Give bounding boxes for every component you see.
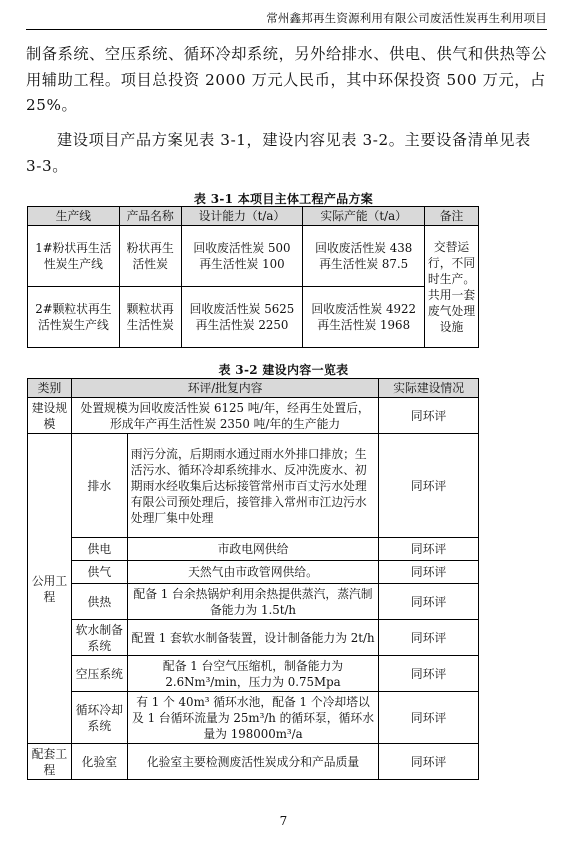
remark-cell: 交替运行，不同时生产。共用一套废气处理设施	[425, 226, 479, 348]
table-3-1-caption: 表 3-1 本项目主体工程产品方案	[193, 192, 374, 206]
item-name-cell: 排水	[71, 434, 127, 538]
design-regenerated: 再生活性炭 2250	[195, 318, 289, 332]
table-row	[28, 434, 479, 538]
content-cell: 化验室主要检测废活性炭成分和产品质量	[127, 744, 378, 780]
table-row	[28, 561, 479, 584]
table-3-2-caption: 表 3-2 建设内容一览表	[218, 363, 349, 377]
design-regenerated: 再生活性炭 100	[199, 257, 285, 271]
header-cell: 设计能力（t/a）	[181, 207, 303, 226]
table-row	[28, 398, 479, 434]
actual-cell: 同环评	[379, 744, 479, 780]
actual-regenerated: 再生活性炭 1968	[317, 318, 411, 332]
design-cell	[181, 226, 303, 287]
actual-cell: 同环评	[379, 538, 479, 561]
product-cell: 粉状再生活性炭	[119, 226, 181, 287]
header-cell: 实际建设情况	[379, 379, 479, 398]
design-recovered: 回收废活性炭 500	[193, 241, 291, 255]
actual-recovered: 回收废活性炭 438	[315, 241, 413, 255]
actual-regenerated: 再生活性炭 87.5	[319, 257, 409, 271]
header-cell: 产品名称	[119, 207, 181, 226]
category-cell: 配套工程	[28, 744, 72, 780]
page-header: 常州鑫邦再生资源利用有限公司废活性炭再生利用项目	[26, 10, 547, 30]
header-cell: 环评/批复内容	[71, 379, 378, 398]
actual-cell: 同环评	[379, 398, 479, 434]
table-row	[28, 584, 479, 620]
page-number: 7	[279, 814, 288, 828]
actual-cell: 同环评	[379, 561, 479, 584]
table-row	[28, 692, 479, 744]
table-row	[28, 656, 479, 692]
product-plan-table	[27, 206, 479, 348]
line-cell: 2#颗粒状再生活性炭生产线	[28, 287, 120, 348]
actual-cell: 同环评	[379, 692, 479, 744]
actual-cell	[303, 226, 425, 287]
item-name-cell: 供热	[71, 584, 127, 620]
item-name-cell: 供气	[71, 561, 127, 584]
actual-recovered: 回收废活性炭 4922	[311, 302, 416, 316]
item-name-cell: 软水制备系统	[71, 620, 127, 656]
content-cell: 有 1 个 40m³ 循环水池，配备 1 个冷却塔以及 1 台循环流量为 25m³/h 的循环泵，循环水量为 198000m³/a	[127, 692, 378, 744]
actual-cell: 同环评	[379, 620, 479, 656]
content-cell: 配置 1 套软水制备装置，设计制备能力为 2t/h	[127, 620, 378, 656]
content-cell: 天然气由市政管网供给。	[127, 561, 378, 584]
content-cell: 雨污分流，后期雨水通过雨水外排口排放；生活污水、循环冷却系统排水、反冲洗废水、初期雨水经收集后达标接管常州市百丈污水处理有限公司预处理后，接管排入常州市江边污水处理厂集中处理	[127, 434, 378, 538]
header-cell: 实际产能（t/a）	[303, 207, 425, 226]
paragraph-1: 制备系统、空压系统、循环冷却系统，另外给排水、供电、供气和供热等公用辅助工程。项目总投资 2000 万元人民币，其中环保投资 500 万元，占 25%。	[26, 45, 547, 114]
table-row	[28, 226, 479, 287]
header-cell: 生产线	[28, 207, 120, 226]
table-row	[28, 538, 479, 561]
item-name-cell: 化验室	[71, 744, 127, 780]
actual-cell: 同环评	[379, 656, 479, 692]
header-cell: 类别	[28, 379, 72, 398]
table-row	[28, 744, 479, 780]
content-cell: 配备 1 台余热锅炉利用余热提供蒸汽，蒸汽制备能力为 1.5t/h	[127, 584, 378, 620]
content-cell: 处置规模为回收废活性炭 6125 吨/年，经再生处置后，形成年产再生活性炭 2350 吨/年的生产能力	[71, 398, 378, 434]
actual-cell: 同环评	[379, 584, 479, 620]
table-row	[28, 620, 479, 656]
paragraph-2: 建设项目产品方案见表 3-1，建设内容见表 3-2。主要设备清单见表 3-3。	[26, 131, 531, 175]
table-header-row	[28, 379, 479, 398]
content-cell: 市政电网供给	[127, 538, 378, 561]
item-name-cell: 循环冷却系统	[71, 692, 127, 744]
actual-cell: 同环评	[379, 434, 479, 538]
content-cell: 配备 1 台空气压缩机，制备能力为 2.6Nm³/min，压力为 0.75Mpa	[127, 656, 378, 692]
item-name-cell: 空压系统	[71, 656, 127, 692]
item-name-cell: 供电	[71, 538, 127, 561]
header-cell: 备注	[425, 207, 479, 226]
actual-cell	[303, 287, 425, 348]
design-recovered: 回收废活性炭 5625	[189, 302, 295, 316]
category-cell: 公用工程	[28, 434, 72, 744]
table-row	[28, 287, 479, 348]
line-cell: 1#粉状再生活性炭生产线	[28, 226, 120, 287]
table-header-row	[28, 207, 479, 226]
construction-content-table	[27, 378, 479, 780]
product-cell: 颗粒状再生活性炭	[119, 287, 181, 348]
design-cell	[181, 287, 303, 348]
category-cell: 建设规模	[28, 398, 72, 434]
